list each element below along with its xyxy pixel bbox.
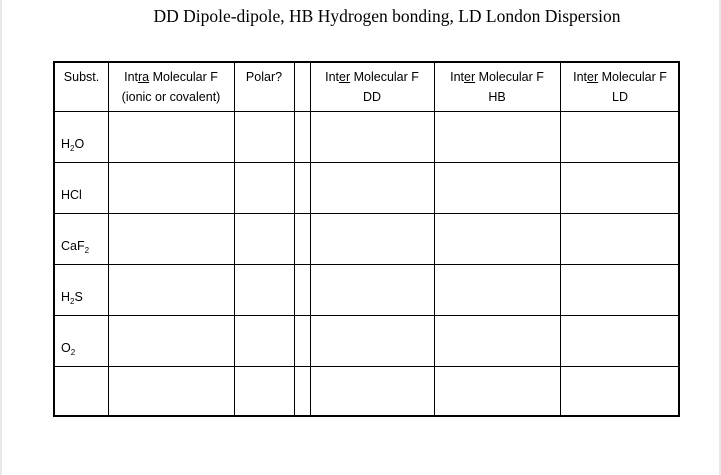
column-divider [108,63,109,415]
header-intramolecular-force: Intra Molecular F (ionic or covalent) [121,70,221,104]
substance-label-calcium-fluoride: CaF$_2$ [61,239,90,255]
row-divider [55,264,678,265]
header-intermolecular-ld: Inter Molecular F LD [573,70,667,104]
row-divider [55,315,678,316]
header-intermolecular-hb: Inter Molecular F HB [450,70,544,104]
substance-label-water: $H_2O$ [61,137,85,153]
column-divider [294,63,295,415]
row-divider [55,162,678,163]
row-divider [55,366,678,367]
header-substance: Subst. [63,70,100,84]
column-divider [234,63,235,415]
column-divider [434,63,435,415]
intermolecular-forces-table [53,61,680,417]
header-intermolecular-dd: Inter Molecular F DD [325,70,419,104]
substance-label-oxygen: $O_2$ [61,341,76,357]
substance-label-hydrogen-sulfide: $H_2S$ [61,290,83,306]
page-edge-left [0,0,2,475]
header-row-divider [55,111,678,112]
substance-label-hcl: HCl [61,188,82,202]
row-divider [55,213,678,214]
column-divider [560,63,561,415]
column-divider [310,63,311,415]
page-title: DD Dipole-dipole, HB Hydrogen bonding, LD London Dispersion [153,6,621,26]
header-polar: Polar? [245,70,283,84]
